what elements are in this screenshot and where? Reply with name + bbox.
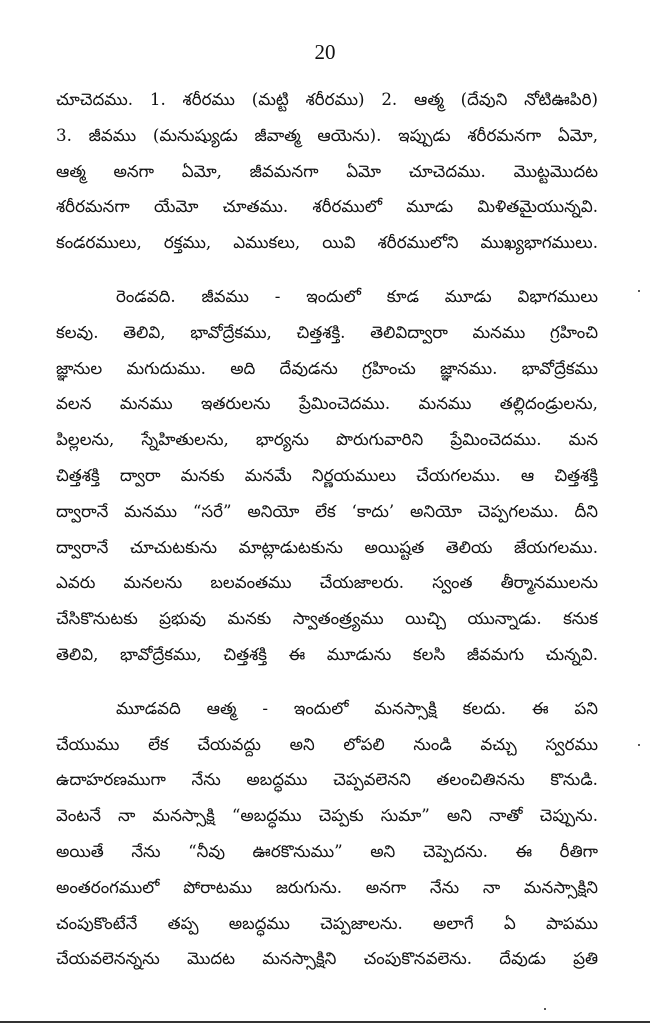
text-line: చూచెదము. 1. శరీరము (మట్టి శరీరము) 2. ఆత్మ (దేవుని నోటిఊపిరి): [56, 89, 598, 109]
text-line: కలవు. తెలివి, భావోద్రేకము, చిత్తశక్తి. తెలివిద్వారా మనము గ్రహించి: [56, 321, 598, 342]
text-line: అంతరంగములో పోరాటము జరుగును. అనగా నేను నా మనస్సాక్షిని: [56, 876, 598, 897]
paragraph-2: [56, 279, 598, 673]
text-line: అయితే నేను “నీవు ఊరకొనుము” అని చెప్పెదను. ఈ రీతిగా: [56, 840, 598, 861]
text-line: ఎవరు మనలను బలవంతము చేయజాలరు. స్వంత తీర్మానములను: [56, 572, 598, 593]
text-line: చంపుకొంటేనే తప్ప అబద్ధము చెప్పజాలను. అలాగే ఏ పాపము: [56, 912, 598, 933]
text-line: రెండవది. జీవము - ఇందులో కూడ మూడు విభాగములు: [116, 285, 598, 306]
paragraph-3: [56, 691, 598, 977]
margin-mark: [638, 744, 640, 746]
text-line: పిల్లలను, స్నేహితులను, భార్యను పొరుగువారిని ప్రేమించెదము. మన: [56, 429, 598, 450]
text-line: కండరములు, రక్తము, ఎముకలు, యివి శరీరములోని ముఖ్యభాగములు.: [56, 232, 598, 253]
text-line: ద్వారానే చూచుటకును మాట్లాడుటకును అయిష్టత తెలియ జేయగలము.: [56, 536, 598, 557]
text-line: ఆత్మ అనగా ఏమో, జీవమనగా ఏమో చూచెదము. మొట్టమొదట: [56, 160, 598, 181]
text-line: ఉదాహరణముగా నేను అబద్ధము చెప్పవలెనని తలంచితినను కొనుడి.: [56, 769, 598, 790]
text-line: వెంటనే నా మనస్సాక్షి “అబద్ధము చెప్పకు సుమా” అని నాతో చెప్పును.: [56, 805, 598, 826]
text-line: చేసికొనుటకు ప్రభువు మనకు స్వాతంత్ర్యము యిచ్చి యున్నాడు. కనుక: [56, 608, 598, 629]
text-line: 3. జీవము (మనుష్యుడు జీవాత్మ ఆయెను). ఇప్పుడు శరీరమనగా ఏమో,: [56, 124, 598, 145]
text-line: ద్వారానే మనము “సరే” అనియో లేక ‘కాదు’ అనియో చెప్పగలము. దీని: [56, 500, 598, 521]
paragraph-1: [56, 82, 598, 261]
page-number: 20: [314, 40, 336, 64]
bottom-rule: [0, 1021, 650, 1023]
text-line: మూడవది ఆత్మ - ఇందులో మనస్సాక్షి కలదు. ఈ పని: [116, 697, 598, 718]
text-line: చేయవలెనన్నను మొదట మనస్సాక్షిని చంపుకొనవలెను. దేవుడు ప్రతి: [56, 948, 598, 969]
text-line: చేయుము లేక చేయవద్దు అని లోపలి నుండి వచ్చు స్వరము: [56, 733, 598, 754]
margin-mark: [638, 290, 640, 292]
body-text: [56, 82, 598, 995]
text-line: చిత్తశక్తి ద్వారా మనకు మనమే నిర్ణయములు చేయగలము. ఆ చిత్తశక్తి: [56, 464, 598, 485]
text-line: వలన మనము ఇతరులను ప్రేమించెదము. మనము తల్లిదండ్రులను,: [56, 393, 598, 414]
text-line: జ్ఞానుల మగుదుము. అది దేవుడను గ్రహించు జ్ఞానము. భావోద్రేకము: [56, 357, 598, 378]
text-line: శరీరమనగా యేమో చూతము. శరీరములో మూడు మిళితమైయున్నవి.: [56, 196, 598, 217]
text-line: తెలివి, భావోద్రేకము, చిత్తశక్తి ఈ మూడును కలసి జీవమగు చున్నవి.: [56, 643, 598, 664]
margin-mark: [544, 1008, 546, 1010]
